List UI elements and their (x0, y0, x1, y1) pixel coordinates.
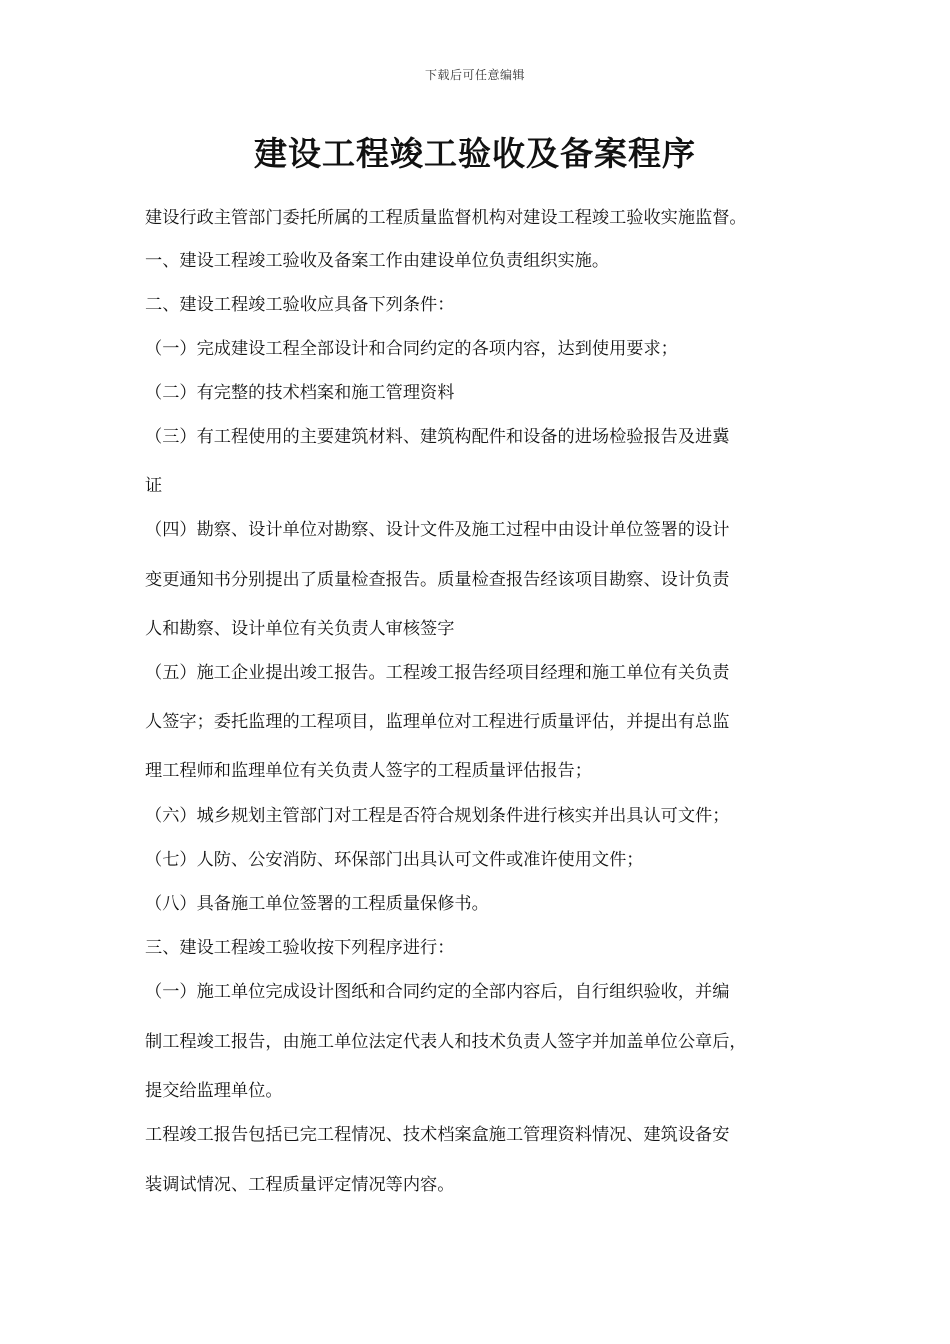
paragraph-line: 证 (145, 476, 163, 496)
paragraph-line: （一）施工单位完成设计图纸和合同约定的全部内容后，自行组织验收，并编 (145, 982, 730, 1002)
paragraph-line: 制工程竣工报告，由施工单位法定代表人和技术负责人签字并加盖单位公章后， (145, 1032, 747, 1052)
header-note: 下载后可任意编辑 (424, 68, 525, 82)
paragraph-line: 人签字；委托监理的工程项目，监理单位对工程进行质量评估，并提出有总监 (145, 712, 730, 732)
paragraph-line: 一、建设工程竣工验收及备案工作由建设单位负责组织实施。 (145, 251, 610, 271)
paragraph-line: （六）城乡规划主管部门对工程是否符合规划条件进行核实并出具认可文件； (145, 806, 730, 826)
paragraph-line: 工程竣工报告包括已完工程情况、技术档案盒施工管理资料情况、建筑设备安 (145, 1125, 730, 1145)
paragraph-line: （四）勘察、设计单位对勘察、设计文件及施工过程中由设计单位签署的设计 (145, 520, 730, 540)
page-title: 建设工程竣工验收及备案程序 (254, 134, 696, 173)
paragraph-line: （一）完成建设工程全部设计和合同约定的各项内容，达到使用要求； (145, 339, 678, 359)
paragraph-line: 理工程师和监理单位有关负责人签字的工程质量评估报告； (145, 761, 592, 781)
paragraph-line: 变更通知书分别提出了质量检查报告。质量检查报告经该项目勘察、设计负责 (145, 570, 730, 590)
paragraph-line: （二）有完整的技术档案和施工管理资料 (145, 383, 455, 403)
paragraph-line: 提交给监理单位。 (145, 1081, 283, 1101)
paragraph-line: 建设行政主管部门委托所属的工程质量监督机构对建设工程竣工验收实施监督。 (145, 208, 747, 228)
paragraph-line: （五）施工企业提出竣工报告。工程竣工报告经项目经理和施工单位有关负责 (145, 663, 730, 683)
paragraph-line: （三）有工程使用的主要建筑材料、建筑构配件和设备的进场检验报告及进冀 (145, 427, 730, 447)
paragraph-line: 二、建设工程竣工验收应具备下列条件： (145, 295, 455, 315)
paragraph-line: （八）具备施工单位签署的工程质量保修书。 (145, 894, 489, 914)
paragraph-line: （七）人防、公安消防、环保部门出具认可文件或准许使用文件； (145, 850, 644, 870)
paragraph-line: 三、建设工程竣工验收按下列程序进行： (145, 938, 455, 958)
paragraph-line: 装调试情况、工程质量评定情况等内容。 (145, 1175, 455, 1195)
paragraph-line: 人和勘察、设计单位有关负责人审核签字 (145, 619, 455, 639)
